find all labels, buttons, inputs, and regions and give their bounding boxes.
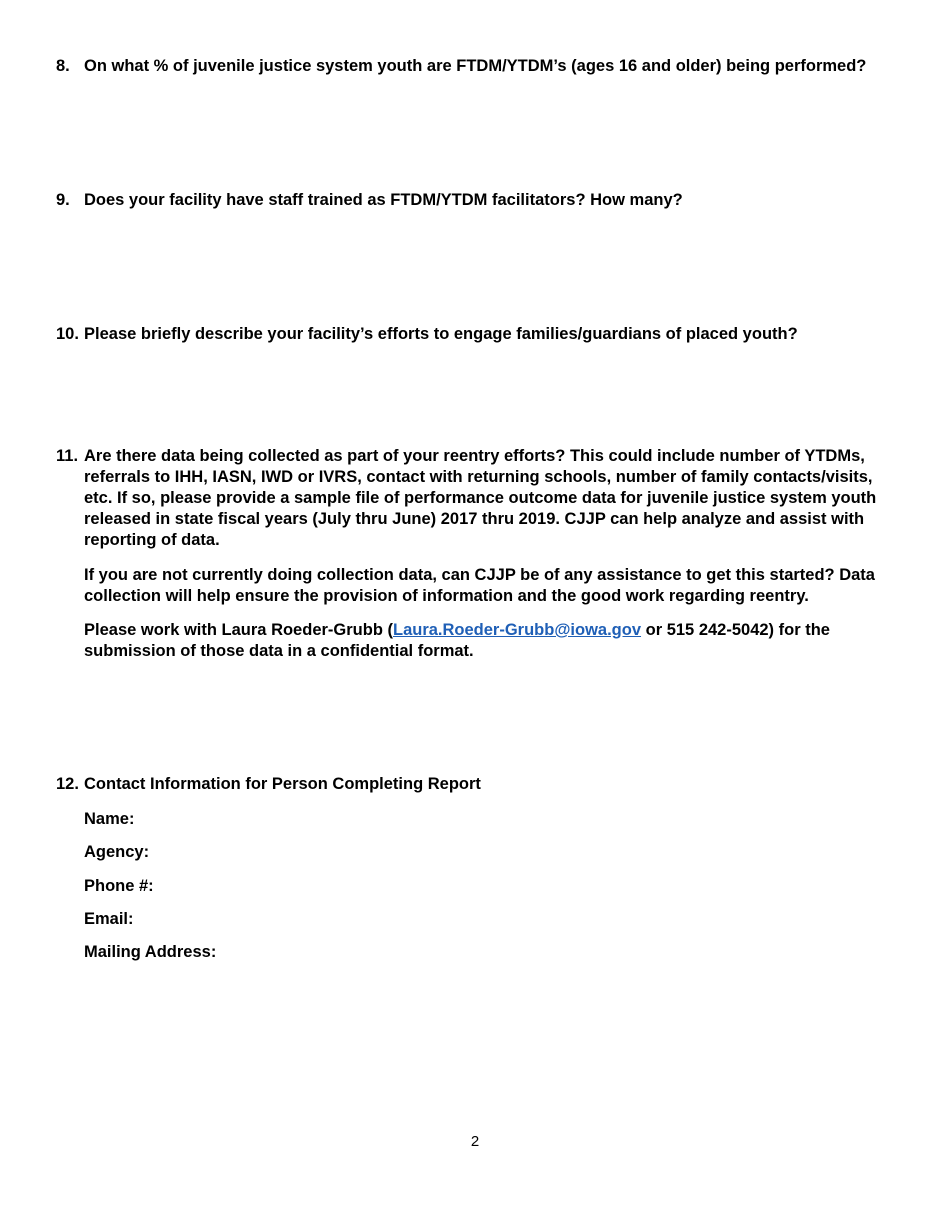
- field-name-label: Name:: [84, 810, 135, 828]
- field-mailing-address-label: Mailing Address:: [84, 943, 217, 961]
- question-number: 10.: [56, 325, 79, 343]
- contact-email-link[interactable]: Laura.Roeder-Grubb@iowa.gov: [392, 621, 642, 639]
- question-text: On what % of juvenile justice system youth are FTDM/YTDM’s (ages 16 and older) being performed?: [84, 57, 867, 75]
- question-number: 11.: [56, 447, 79, 465]
- contact-text-after: or 515 242-5042) for the submission of those data in a confidential format.: [84, 621, 830, 660]
- question-text: Contact Information for Person Completing Report: [84, 775, 481, 793]
- page-number: 2: [470, 1133, 480, 1150]
- question-number: 12.: [56, 775, 79, 793]
- field-agency-label: Agency:: [84, 843, 150, 861]
- question-number: 9.: [56, 191, 70, 209]
- question-text: Are there data being collected as part of your reentry efforts? This could include number of YTDMs, referrals to IHH, IASN, IWD or IVRS, contact with returning schools, number of family contacts/visits, etc. If so, please provide a sample file of performance outcome data for juvenile justice system youth released in state fiscal years (July thru June) 2017 thru 2019. CJJP can help analyze and assist with reporting of data.: [84, 447, 877, 549]
- field-phone-label: Phone #:: [84, 877, 154, 895]
- question-text: Please briefly describe your facility’s efforts to engage families/guardians of placed youth?: [84, 325, 798, 343]
- question-number: 8.: [56, 57, 70, 75]
- contact-text-before: Please work with Laura Roeder-Grubb (: [84, 621, 393, 639]
- question-text: Does your facility have staff trained as FTDM/YTDM facilitators? How many?: [84, 191, 683, 209]
- question-11-paragraph-3: [84, 620, 896, 662]
- field-email-label: Email:: [84, 910, 134, 928]
- question-11-paragraph-2: If you are not currently doing collection data, can CJJP be of any assistance to get this started? Data collection will help ensure the provision of information and the good work regarding reentry.: [84, 566, 875, 605]
